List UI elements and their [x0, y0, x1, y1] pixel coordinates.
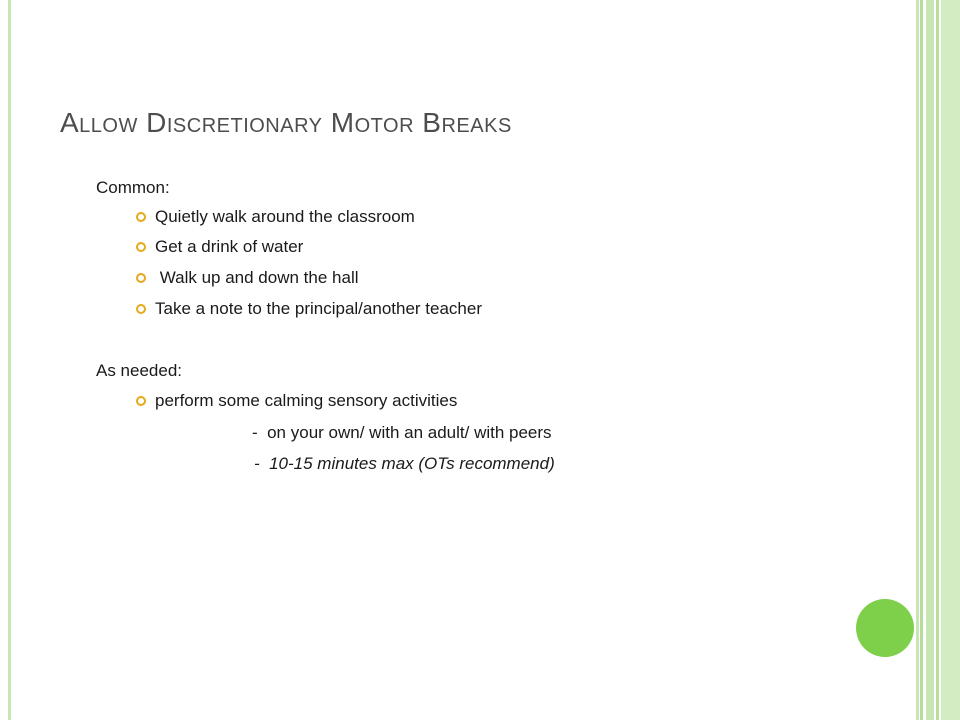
- list-item-text: perform some calming sensory activities: [155, 391, 458, 410]
- sub-item: - 10-15 minutes max (OTs recommend): [254, 454, 555, 473]
- slide-title: Allow Discretionary Motor Breaks: [60, 107, 512, 138]
- list-item: [136, 299, 482, 319]
- right-stripe: [920, 0, 923, 720]
- list-item: [136, 237, 303, 257]
- list-item-text: Take a note to the principal/another teacher: [155, 299, 482, 318]
- list-item-text: Walk up and down the hall: [155, 268, 359, 287]
- list-item: [136, 391, 457, 411]
- right-stripe: [941, 0, 960, 720]
- circle-bullet-icon: [136, 212, 146, 222]
- right-stripe: [926, 0, 934, 720]
- circle-bullet-icon: [136, 242, 146, 252]
- circle-bullet-icon: [136, 273, 146, 283]
- list-item: [136, 268, 359, 288]
- right-stripe: [936, 0, 939, 720]
- right-stripe: [916, 0, 919, 720]
- list-item-text: Quietly walk around the classroom: [155, 207, 415, 226]
- as-needed-label: As needed:: [96, 361, 183, 380]
- list-item: [136, 207, 415, 227]
- list-item-text: Get a drink of water: [155, 237, 304, 256]
- circle-bullet-icon: [136, 396, 146, 406]
- sub-item: - on your own/ with an adult/ with peers: [252, 423, 552, 442]
- common-label: Common:: [96, 178, 170, 197]
- circle-bullet-icon: [136, 304, 146, 314]
- left-border-line: [8, 0, 11, 720]
- green-circle-decor: [856, 599, 914, 657]
